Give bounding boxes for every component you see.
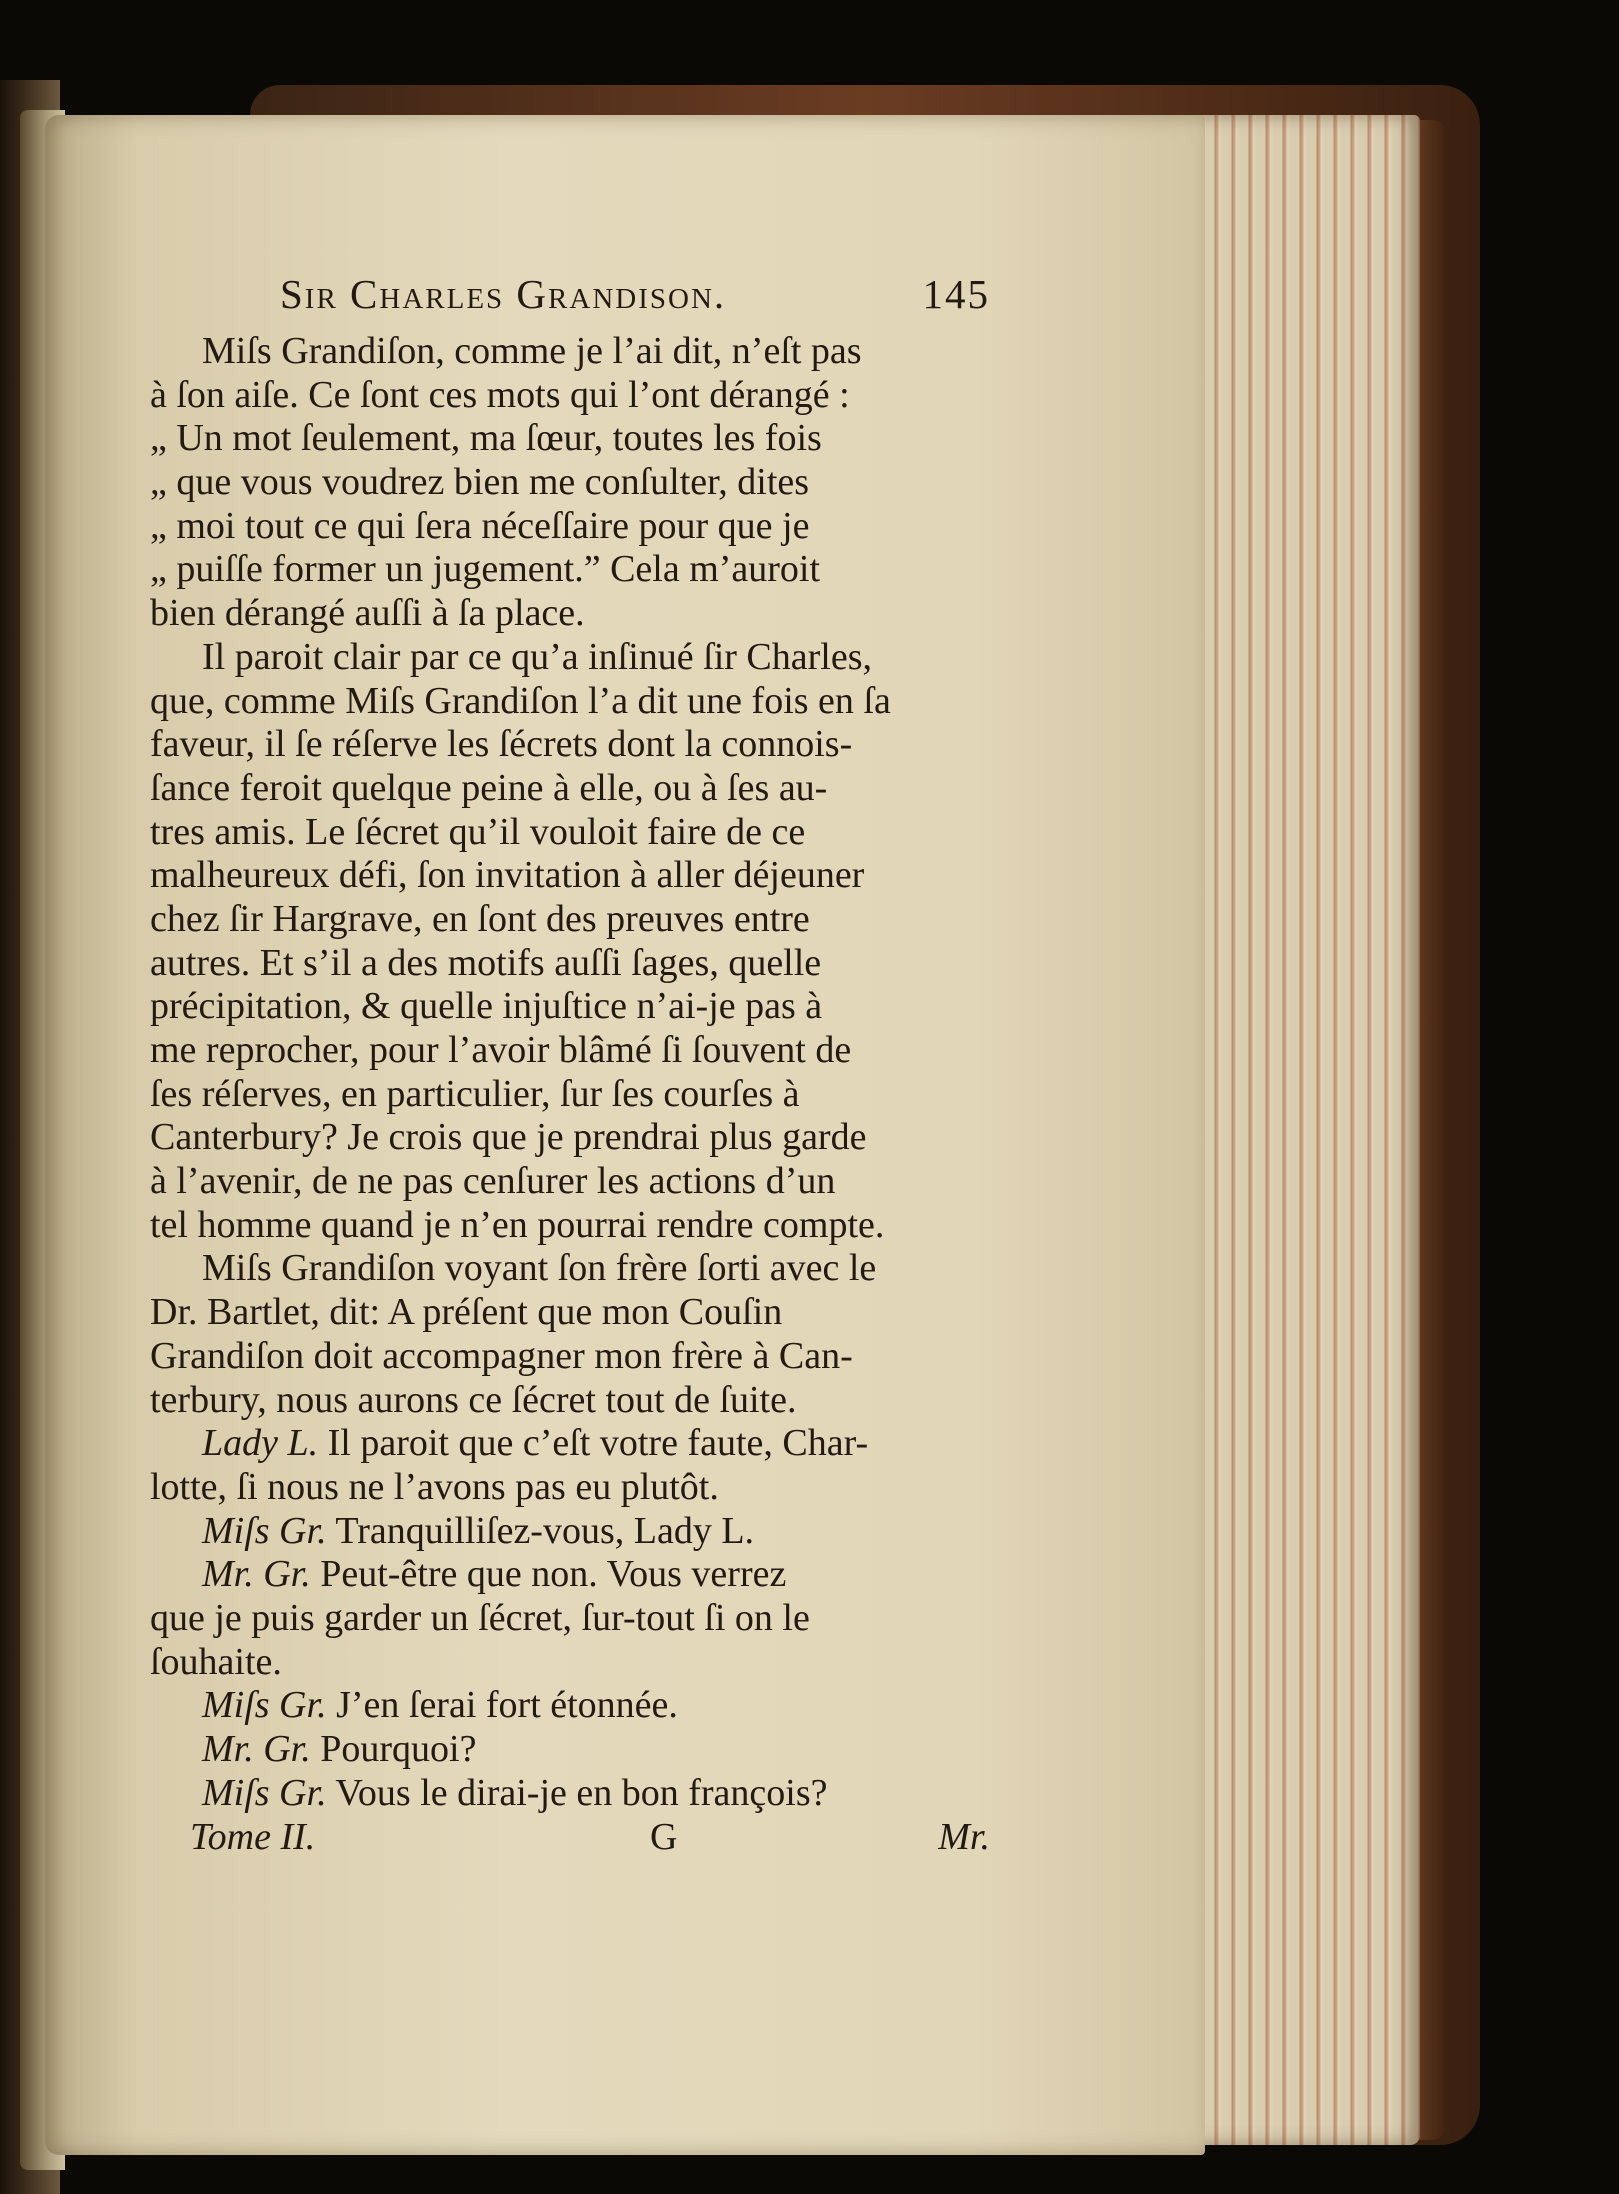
text-line	[150, 330, 990, 374]
text-line	[150, 374, 990, 418]
line-text: Dr. Bartlet, dit: A préſent que mon Couſin	[150, 1291, 783, 1334]
line-text: chez ſir Hargrave, en ſont des preuves entre	[150, 897, 810, 940]
text-lines	[150, 330, 990, 1815]
text-line	[150, 985, 990, 1029]
line-text: Il paroit clair par ce qu’a inſinué ſir Charles,	[202, 635, 873, 678]
text-line	[150, 1204, 990, 1248]
line-text: ſance feroit quelque peine à elle, ou à ſes au-	[150, 766, 828, 809]
text-line	[150, 1772, 990, 1816]
text-line	[150, 1510, 990, 1554]
text-line	[150, 505, 990, 549]
text-line	[150, 1291, 990, 1335]
line-text: me reprocher, pour l’avoir blâmé ſi ſouvent de	[150, 1029, 852, 1071]
text-line	[150, 1641, 990, 1685]
line-text: précipitation, & quelle injuſtice n’ai-je pas à	[150, 985, 823, 1028]
line-text: ſes réſerves, en particulier, ſur ſes courſes à	[150, 1072, 800, 1115]
page-text	[150, 270, 990, 1861]
text-line	[150, 461, 990, 505]
text-line	[150, 636, 990, 680]
text-line	[150, 417, 990, 461]
line-text: que je puis garder un ſécret, ſur-tout ſi on le	[150, 1596, 810, 1639]
speaker-name: Miſs Gr.	[202, 1509, 327, 1552]
page-number: 145	[922, 271, 990, 317]
text-line	[150, 1073, 990, 1117]
text-line	[150, 1422, 990, 1466]
line-text: autres. Et s’il a des motifs auſſi ſages, quelle	[150, 941, 822, 984]
line-text: Tranquilliſez-vous, Lady L.	[326, 1509, 755, 1552]
line-text: bien dérangé auſſi à ſa place.	[150, 592, 585, 635]
line-text: faveur, il ſe réſerve les ſécrets dont la connois-	[150, 723, 853, 766]
text-line	[150, 1553, 990, 1597]
line-text: tres amis. Le ſécret qu’il vouloit faire de ce	[150, 810, 806, 853]
speaker-name: Miſs Gr.	[202, 1684, 327, 1727]
line-text: Vous le dirai-je en bon françois?	[326, 1771, 828, 1814]
text-line	[150, 1160, 990, 1204]
running-title: Sir Charles Grandison.	[280, 271, 727, 317]
volume-mark: Tome II.	[190, 1816, 316, 1859]
speaker-name: Mr. Gr.	[202, 1553, 311, 1596]
line-text: Grandiſon doit accompagner mon frère à Can-	[150, 1334, 853, 1377]
line-text: malheureux défi, ſon invitation à aller déjeuner	[150, 854, 865, 897]
page-footer	[150, 1815, 990, 1861]
line-text: „ que vous voudrez bien me conſulter, dites	[150, 461, 810, 504]
line-text: Il paroit que c’eſt votre faute, Char-	[318, 1422, 869, 1465]
text-line	[150, 854, 990, 898]
line-text: J’en ſerai fort étonnée.	[326, 1684, 678, 1727]
text-line	[150, 1335, 990, 1379]
line-text: à l’avenir, de ne pas cenſurer les actions d’un	[150, 1160, 836, 1203]
speaker-name: Mr. Gr.	[202, 1728, 311, 1770]
text-line	[150, 1684, 990, 1728]
line-text: à ſon aiſe. Ce ſont ces mots qui l’ont dérangé :	[150, 373, 850, 416]
line-text: lotte, ſi nous ne l’avons pas eu plutôt.	[150, 1465, 719, 1508]
text-line	[150, 1379, 990, 1423]
speaker-name: Lady L.	[202, 1422, 319, 1465]
line-text: „ moi tout ce qui ſera néceſſaire pour que je	[150, 504, 810, 547]
text-line	[150, 723, 990, 767]
line-text: terbury, nous aurons ce ſécret tout de ſuite.	[150, 1378, 797, 1421]
text-line	[150, 1116, 990, 1160]
text-line	[150, 1466, 990, 1510]
text-line	[150, 592, 990, 636]
signature-mark: G	[650, 1816, 678, 1859]
line-text: Canterbury? Je crois que je prendrai plus garde	[150, 1116, 867, 1159]
line-text: „ Un mot ſeulement, ma ſœur, toutes les fois	[150, 417, 822, 460]
line-text: ſouhaite.	[150, 1640, 282, 1683]
text-line	[150, 1247, 990, 1291]
text-line	[150, 1029, 990, 1073]
line-text: Miſs Grandiſon, comme je l’ai dit, n’eſt pas	[202, 330, 862, 372]
line-text: que, comme Miſs Grandiſon l’a dit une fois en ſa	[150, 679, 891, 722]
text-line	[150, 898, 990, 942]
line-text: Miſs Grandiſon voyant ſon frère ſorti avec le	[202, 1247, 877, 1290]
line-text: „ puiſſe former un jugement.” Cela m’auroit	[150, 548, 821, 591]
speaker-name: Miſs Gr.	[202, 1771, 327, 1814]
text-line	[150, 548, 990, 592]
catchword: Mr.	[938, 1816, 990, 1859]
line-text: tel homme quand je n’en pourrai rendre compte.	[150, 1203, 885, 1246]
text-line	[150, 767, 990, 811]
text-line	[150, 1597, 990, 1641]
line-text: Peut-être que non. Vous verrez	[310, 1553, 787, 1596]
text-line	[150, 1728, 990, 1772]
text-line	[150, 942, 990, 986]
line-text: Pourquoi?	[310, 1728, 477, 1770]
text-line	[150, 811, 990, 855]
page-edges	[1190, 115, 1420, 2145]
running-header	[150, 270, 990, 330]
text-line	[150, 680, 990, 724]
